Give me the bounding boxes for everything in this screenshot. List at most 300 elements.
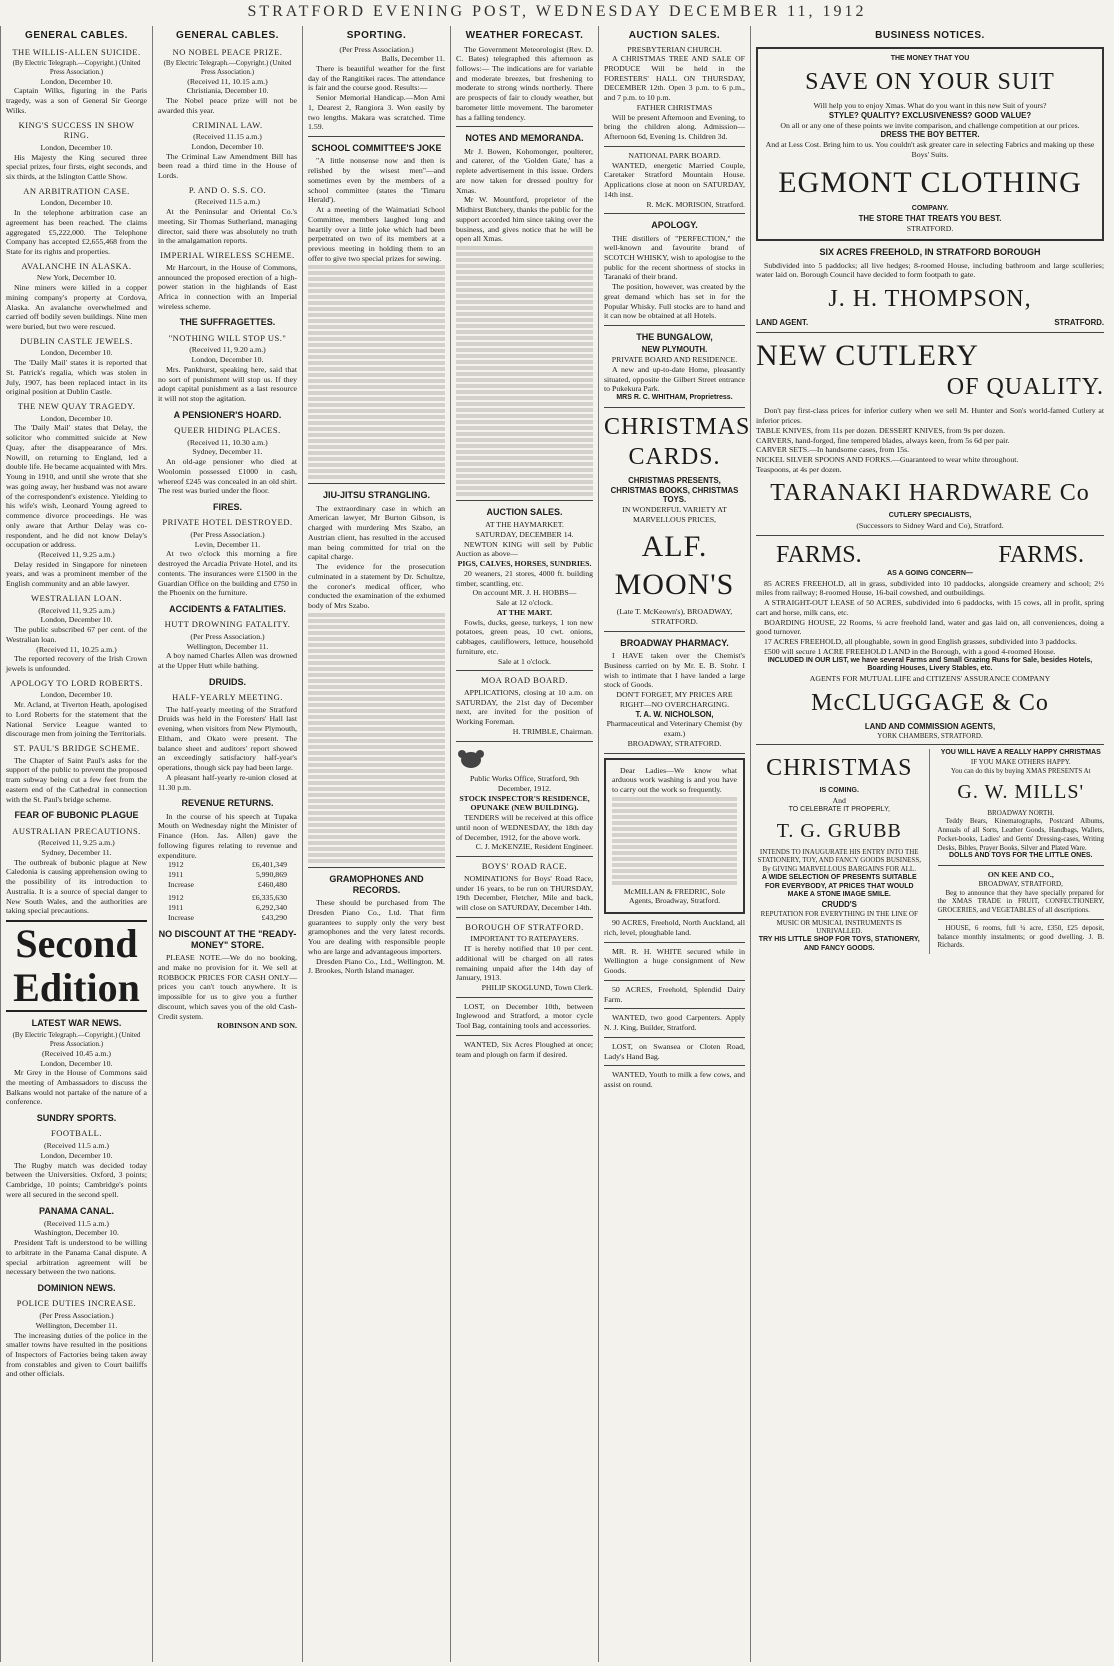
text-line [308,667,445,671]
divider [456,856,593,857]
text-line [308,469,445,473]
story-body: WANTED, Six Acres Ploughed at once; team and plough on farm if desired. [456,1039,593,1059]
section-heading: NOTES AND MEMORANDA. [465,133,584,144]
divider [308,136,445,137]
text-line [308,727,445,731]
ad-body: A WIDE SELECTION OF PRESENTS SUITABLE FOR EVERYBODY, AT PRICES THAT WOULD MAKE A STONE IMAGE SMILE. [761,873,917,899]
ad-name: EGMONT CLOTHING [778,165,1082,199]
text-line [612,863,737,867]
ad-footer [756,318,1104,328]
section-heading: AUCTION SALES. [486,506,563,517]
dateline: London, December 10. [40,690,113,700]
text-line [308,631,445,635]
divider [604,980,745,981]
section-heading: GENERAL CABLES. [176,30,279,41]
text-line [308,775,445,779]
revenue-row [158,870,297,880]
received-line: (Received 11, 9.20 a.m.) [189,345,266,355]
text-line [308,649,445,653]
section-heading: NO DISCOUNT AT THE "READY-MONEY" STORE. [158,928,297,950]
signature: H. TRIMBLE, Chairman. [512,726,593,736]
divider [604,1008,745,1009]
ad-subtitle: AS A GOING CONCERN— [887,569,973,577]
text-line [308,811,445,815]
ad-body: 90 ACRES, Freehold, North Auckland, all rich, level, ploughable land. [604,918,745,937]
text-line [456,318,593,322]
text-line [456,324,593,328]
section-heading: LATEST WAR NEWS. [31,1018,122,1029]
ad-lead: YOU WILL HAVE A REALLY HAPPY CHRISTMAS [940,749,1101,757]
ad-body: DOLLS AND TOYS FOR THE LITTLE ONES. [948,852,1093,860]
story-title: THE NEW QUAY TRAGEDY. [17,401,136,412]
credit: (By Electric Telegraph.—Copyright.) (United Press Association.) [12,59,141,76]
text-line [456,450,593,454]
text-line [308,697,445,701]
text-line [308,451,445,455]
ad-body: And [832,796,846,806]
story-body: 20 weaners, 21 stores, 4000 ft. building timber, scantling, etc. [456,568,593,588]
story-title: AVALANCHE IN ALASKA. [21,260,132,271]
text-line [308,637,445,641]
received-line: (Received 11, 10.25 a.m.) [36,644,117,654]
text-line [456,372,593,376]
section-heading: SUNDRY SPORTS. [36,1113,117,1124]
revenue-amount: 5,990,869 [255,869,287,879]
story-title: FOOTBALL. [50,1128,102,1139]
story-body: LOST, on December 10th, between Inglewood and Stratford, a motor cycle Tool Bag, containing tools and accessories. [456,1001,593,1031]
text-line [612,827,737,831]
divider [456,917,593,918]
story-body: A pleasant half-yearly re-union closed at 11.30 p.m. [158,772,297,792]
revenue-amount: 6,292,340 [255,903,287,913]
text-line [612,845,737,849]
text-line [612,851,737,855]
revenue-amount: £43,290 [261,912,287,922]
text-line [308,361,445,365]
text-line [308,787,445,791]
divider [756,535,1104,536]
text-line [456,336,593,340]
divider [308,483,445,484]
text-line [308,721,445,725]
divider [604,325,745,326]
ad-role: LAND AND COMMISSION AGENTS, [864,721,996,731]
farm-listing: 17 ACRES FREEHOLD, all ploughable, sown in good English grasses, subdivided into 3 paddocks. [764,637,1077,647]
story-body: Nine miners were killed in a copper mining company's property at Cordova, Alaska. An avalanche overwhelmed and carried off bodily seven buildings. Nine men were buried, but two were rescued. [6,283,147,332]
ad-title: NATIONAL PARK BOARD. [628,150,721,160]
ad-address: (Successors to Sidney Ward and Co), Stratford. [856,521,1004,531]
text-line [308,715,445,719]
text-line [308,427,445,431]
credit: (Per Press Association.) [190,631,265,641]
text-line [456,444,593,448]
text-line [308,709,445,713]
story-body: There is beautiful weather for the first day of the Rangitikei races. The attendance is fair and the course good. Results:— [308,63,445,93]
sale-owner: On account MR. J. H. HOBBS— [472,588,577,598]
text-line [308,295,445,299]
divider [604,1037,745,1038]
revenue-row [158,860,297,870]
ad-address: YORK CHAMBERS, STRATFORD. [877,731,983,740]
story-body: These should be purchased from The Dresden Piano Co., Ltd. That firm guarantees to supply only the very best gramophones and the very latest records. You are dealing with responsible people who are large and advantageous importers. [308,898,445,956]
text-line [308,757,445,761]
text-line [456,402,593,406]
story-title: ST. PAUL'S BRIDGE SCHEME. [13,743,140,754]
story-body: The public subscribed 67 per cent. of the Westralian loan. [6,625,147,644]
text-line [456,486,593,490]
ad-town: STRATFORD. [906,223,954,233]
text-line [308,661,445,665]
received-line: (Received 11, 9.25 a.m.) [38,550,115,560]
text-line [308,685,445,689]
story-body: Senior Memorial Handicap.—Mon Ami 1, Dearest 2, Rangiora 3. Won easily by two lengths. Makara was scratched. Time 1.59. [308,93,445,132]
text-line [308,763,445,767]
section-heading: REVENUE RETURNS. [181,798,274,809]
ad-body: Will be present Afternoon and Evening, to bring the children along. Admission—Afternoon 6d, Evening 1s. Children 3d. [604,112,745,142]
cutlery-list [756,426,1104,475]
revenue-year: 1912 [168,893,184,903]
text-line [456,474,593,478]
story-title: PRIVATE HOTEL DESTROYED. [162,517,293,528]
story-title: POLICE DUTIES INCREASE. [16,1298,137,1309]
divider [604,942,745,943]
story-body: Fowls, ducks, geese, turkeys, 1 ton new potatoes, green peas, 10 cwt. onions, cabbages, cauliflowers, lettuce, household furniture, etc. [456,617,593,656]
story-title: "NOTHING WILL STOP US." [168,332,287,343]
text-line [308,619,445,623]
text-line [456,258,593,262]
dateline: London, December 10. [191,355,264,365]
text-line [308,853,445,857]
text-line [308,799,445,803]
ad-body: REPUTATION FOR EVERYTHING IN THE LINE OF MUSIC OR MUSICAL INSTRUMENTS IS UNRIVALLED. [760,909,918,936]
ad-name: T. G. GRUBB [776,819,902,842]
text-line [456,378,593,382]
cutlery-line: TABLE KNIVES, from 11s per dozen. DESSERT KNIVES, from 9s per dozen. [756,425,1006,435]
signature: R. McK. MORISON, Stratford. [646,199,745,209]
section-heading: PANAMA CANAL. [39,1205,114,1216]
text-line [308,769,445,773]
ad-body: WANTED, Youth to milk a few cows, and assist on round. [604,1070,745,1089]
illegible-text-block [308,265,445,479]
dateline: London, December 10. [40,1150,113,1160]
revenue-table [158,860,297,889]
text-line [308,349,445,353]
story-title: BOROUGH OF STRATFORD. [465,921,584,932]
text-line [308,307,445,311]
ad-title: FARMS. [998,541,1084,568]
ad-body: You can do this by buying XMAS PRESENTS At [950,766,1091,775]
ad-role: LAND AGENT. [756,318,809,328]
story-body: "A little nonsense now and then is relished by the wisest men"—and sometimes even by the members of a school committee (states the 'Timaru Herald'). [308,156,445,205]
dateline: Sydney, December 11. [192,447,263,457]
text-line [308,289,445,293]
story-body: The reported recovery of the Irish Crown jewels is unfounded. [6,654,147,673]
text-line [308,331,445,335]
received-line: (Received 11.15 a.m.) [193,132,262,142]
ad-subtitle: IS COMING. [819,787,859,795]
received-line: (Received 11.5 a.m.) [44,1141,109,1151]
sale-date: SATURDAY, DECEMBER 14. [475,529,574,539]
story-body: NOMINATIONS for Boys' Road Race, under 16 years, to be run on THURSDAY, 19th December, Fletcher, Mile and back, will close on SATURDAY, December 14th. [456,873,593,912]
received-line: (Received 11, 10.30 a.m.) [187,437,268,447]
text-line [308,859,445,863]
signature: C. J. McKENZIE, Resident Engineer. [475,842,593,852]
story-title: DUBLIN CASTLE JEWELS. [20,335,133,346]
text-line [308,847,445,851]
text-line [308,277,445,281]
text-line [308,283,445,287]
text-line [612,881,737,885]
text-line [456,480,593,484]
text-line [308,319,445,323]
text-line [308,781,445,785]
text-line [308,457,445,461]
text-line [308,463,445,467]
text-line [308,265,445,269]
ad-body: 50 ACRES, Freehold, Splendid Dairy Farm. [604,984,745,1004]
text-line [308,805,445,809]
section-heading: SCHOOL COMMITTEE'S JOKE [311,143,442,154]
credit: (By Electric Telegraph.—Copyright.) (United Press Association.) [12,1031,141,1049]
ad-title: CHRISTMAS [766,755,913,782]
divider [604,631,745,632]
ad-question: STYLE? QUALITY? EXCLUSIVENESS? GOOD VALUE? [828,110,1032,120]
ad-body: TRY HIS LITTLE SHOP FOR TOYS, STATIONERY, AND FANCY GOODS. [758,936,920,952]
text-line [308,403,445,407]
second-edition-banner: Second Edition [6,920,147,1012]
revenue-amount: £6,401,349 [251,860,287,870]
text-line [308,673,445,677]
ad-body: TO CELEBRATE IT PROPERLY, [788,805,890,813]
text-line [456,492,593,496]
office-line: Public Works Office, Stratford, 9th December, 1912. [469,774,580,793]
revenue-table [158,893,297,922]
text-line [456,270,593,274]
divider [308,867,445,868]
section-heading: WEATHER FORECAST. [465,30,584,41]
ad-subtitle: DRESS THE BOY BETTER. [880,130,980,140]
story-body: NEWTON KING will sell by Public Auction as above— [456,539,593,559]
ad-body: MR. R. H. WHITE secured while in Wellington a huge consignment of New Goods. [604,946,745,976]
divider [604,1065,745,1066]
ad-role: Pharmaceutical and Veterinary Chemist (by exam.) [606,719,743,739]
ad-title: FARMS. [776,541,862,568]
sale-time: Sale at 1 o'clock. [498,656,551,666]
dateline: Balls, December 11. [381,54,445,64]
farm-listing: £500 will secure 1 ACRE FREEHOLD LAND in the Borough, with a good 4-roomed House. [764,646,1056,656]
story-title: AUSTRALIAN PRECAUTIONS. [12,825,141,836]
story-body: IT is hereby notified that 10 per cent. additional will be charged on all rates remaining unpaid after the 14th day of January, 1913. [456,944,593,983]
story-body: Mr W. Mountford, proprietor of the Midhirst Butchery, thanks the public for the support accorded him since taking over the business, and gives notice that he will be open all Xmas. [456,195,593,244]
text-line [308,613,445,617]
grubb-ad [756,749,930,953]
revenue-year: 1911 [168,903,184,913]
section-heading: AUCTION SALES. [628,30,721,41]
masthead: STRATFORD EVENING POST, WEDNESDAY DECEMBER 11, 1912 [247,3,867,20]
text-line [612,869,737,873]
text-line [308,703,445,707]
text-line [456,414,593,418]
ad-body: WANTED, two good Carpenters. Apply N. J. King, Builder, Stratford. [604,1013,745,1033]
text-line [456,468,593,472]
text-line [308,271,445,275]
story-title: BOYS' ROAD RACE. [481,861,568,872]
coat-of-arms-icon [456,748,486,770]
text-line [308,841,445,845]
text-line [308,379,445,383]
story-body: Mrs. Pankhurst, speaking here, said that no sort of punishment will stop us. If they adopt capital punishment as a last resource it will not stop the agitation. [158,364,297,403]
text-line [308,445,445,449]
received-line: (Received 11.5 a.m.) [195,197,260,207]
revenue-year: Increase [168,912,194,922]
story-body: Mr. Acland, at Tiverton Heath, apologised to Lord Roberts for the statement that the National Service League wanted to discourage men from joining the Territorials. [6,700,147,739]
illegible-text-block [456,246,593,496]
ad-name: McCLUGGAGE & Co [811,689,1049,716]
farm-listing: A STRAIGHT-OUT LEASE of 50 ACRES, subdivided into 6 paddocks, with 15 cows, all in profit, spring cart and horse, milk cans, etc. [756,598,1104,617]
dateline: Sydney, December 11. [41,847,112,857]
credit: (Per Press Association.) [190,529,265,539]
text-line [456,288,593,292]
text-line [308,655,445,659]
story-title: THE WILLIS-ALLEN SUICIDE. [12,46,141,57]
cutlery-line: Teaspoons, at 4s per dozen. [756,464,842,474]
story-body: In the course of his speech at Tupaka Mouth on Wednesday night the Minister of Finance (Hon. Jas. Allen) gave the following figures relating to revenue and expenditure. [158,811,297,860]
ad-title: THE BUNGALOW, [636,332,713,343]
text-line [456,408,593,412]
text-line [456,396,593,400]
sale-time: Sale at 12 o'clock. [496,598,553,608]
text-line [456,354,593,358]
story-body: At a meeting of the Waimatiati School Committee, members laughed long and heartily over a little joke which had been perpetrated on two of its members at a previous meeting in holding them to an offer to give two special prizes for sewing. [308,205,445,263]
ad-name: CRUDD'S [821,900,857,910]
story-title: AN ARBITRATION CASE. [23,185,130,196]
ad-address: (Late T. McKeown's), BROADWAY, STRATFORD. [616,607,733,627]
received-line: (Received 11, 9.25 a.m.) [38,605,115,615]
story-body: His Majesty the King secured three special prizes, four firsts, eight seconds, and six thirds, at the Islington Cattle Show. [6,152,147,182]
sale-title: AT THE MART. [496,607,553,617]
text-line [308,691,445,695]
text-line [456,390,593,394]
section-heading: FEAR OF BUBONIC PLAGUE [14,810,139,821]
ad-company: COMPANY. [911,205,949,213]
dateline: Washington, December 10. [34,1228,119,1238]
revenue-amount: £6,335,630 [251,893,287,903]
divider [756,332,1104,333]
dateline: London, December 10. [40,615,113,625]
text-line [308,343,445,347]
ad-body: Beg to announce that they have specially prepared for the XMAS TRADE in FRUIT, CONFECTIONERY, GROCERIES, and VEGETABLES of all descriptions. [937,888,1104,915]
story-title: P. AND O. S.S. CO. [188,184,267,195]
text-line [612,815,737,819]
story-title: QUEER HIDING PLACES. [174,424,281,435]
ad-subtitle: NEW PLYMOUTH. [641,345,708,355]
text-line [308,391,445,395]
credit: (Per Press Association.) [339,44,414,54]
revenue-row [158,913,297,923]
text-line [308,823,445,827]
section-heading: THE SUFFRAGETTES. [179,317,276,328]
dateline: London, December 10. [40,413,113,423]
story-body: Mr Harcourt, in the House of Commons, announced the proposed erection of a high-power station in the highlands of East Africa in connection with an Imperial wireless scheme. [158,262,297,311]
cutlery-line: CARVER SETS.—In handsome cases, from 15s. [756,445,910,455]
text-line [308,835,445,839]
ad-name: ALF. MOON'S [614,530,735,601]
divider [938,919,1105,920]
text-line [308,475,445,479]
story-body: The Chapter of Saint Paul's asks for the support of the public to prevent the proposed tram subway being cut a few feet from the eastern end of the Cathedral in connection with the St. Paul's bridge scheme. [6,755,147,804]
story-body: APPLICATIONS, closing at 10 a.m. on SATURDAY, the 21st day of December next, are invited for the position of Working Foreman. [456,687,593,727]
divider [456,741,593,742]
dateline: Wellington, December 11. [35,1320,118,1330]
story-title: MOA ROAD BOARD. [480,675,569,686]
egmont-clothing-ad [756,47,1104,242]
ad-title: BROADWAY PHARMACY. [620,637,729,648]
story-body: President Taft is understood to be willing to arbitrate in the Panama Canal dispute. A special arbitration agreement will be necessary between the two nations. [6,1238,147,1277]
divider [456,500,593,501]
ad-name: T. A. W. NICHOLSON, [635,709,714,719]
story-body: Dresden Piano Co., Ltd., Wellington. M. J. Brookes, North Island manager. [308,956,445,976]
dateline: New York, December 10. [36,273,117,283]
credit: (By Electric Telegraph.—Copyright.) (United Press Association.) [163,59,292,76]
ad-body: INCLUDED IN OUR LIST, we have several Farms and Small Grazing Runs for Sale, besides Hotels, Boarding Houses, Livery Stables, etc. [767,656,1093,673]
story-title: HUTT DROWNING FATALITY. [164,619,291,630]
ad-subtitle: OF QUALITY. [946,374,1104,401]
text-line [456,420,593,424]
section-heading: DRUIDS. [208,676,246,687]
section-heading: FIRES. [212,502,242,513]
ad-name: ON KEE AND CO., [987,870,1054,880]
text-line [456,360,593,364]
ad-body: Don't pay first-class prices for inferior cutlery when we sell M. Hunter and Son's world-famed Cutlery at inferior prices. [756,406,1104,426]
ad-agents: AGENTS FOR MUTUAL LIFE and CITIZENS' ASSURANCE COMPANY [809,674,1051,684]
ad-body: A new and up-to-date Home, pleasantly situated, opposite the Gilbert Street entrance to Pukekura Park. [604,364,745,394]
ad-body: On all or any one of these points we invite comparison, and challenge competition at our prices. [780,120,1080,130]
ad-title: CHRISTMAS CARDS. [604,413,750,470]
farm-listing: 85 ACRES FREEHOLD, all in grass, subdivided into 10 paddocks, alongside creamery and school; 2½ miles from railway; 8-roomed House, 16-bail cowshed, and outbuildings. [756,578,1104,598]
ad-town: STRATFORD. [1054,318,1104,328]
text-line [456,276,593,280]
ad-address: BROADWAY NORTH. [987,808,1055,817]
story-title: KING'S SUCCESS IN SHOW RING. [18,119,135,141]
story-body: PLEASE NOTE.—We do no booking, and make no provision for it. We sell at ROBBOCK PRICES FOR CASH ONLY—prices you can't touch anywhere. It is impossible for us to give you a further discount, which saves you of the old Cash-Credit system. [158,953,297,1021]
dateline: London, December 10. [40,76,113,86]
dateline: Christiania, December 10. [186,86,269,96]
ad-name: G. W. MILLS' [957,780,1085,803]
ad-title: NEW CUTLERY [756,338,979,372]
ad-title: PRESBYTERIAN CHURCH. [627,44,722,54]
ad-title: SIX ACRES FREEHOLD, IN STRATFORD BOROUGH [819,247,1041,258]
story-body: At the Peninsular and Oriental Co.'s meeting, Sir Thomas Sutherland, managing director, said there was absolutely no truth in the amalgamation reports. [158,207,297,246]
dateline: London, December 10. [40,142,113,152]
text-line [612,875,737,879]
story-body: The half-yearly meeting of the Stratford Druids was held in the Foresters' Hall last evening, when visitors from New Plymouth, Eltham, and Okato were present. The balance sheet and auditors' report showed an exceedingly satisfactory half-year's operations, though sick pay had been large. [158,704,297,773]
text-line [612,803,737,807]
text-line [308,829,445,833]
text-line [308,733,445,737]
story-title: IMPERIAL WIRELESS SCHEME. [160,250,295,261]
text-line [612,833,737,837]
cutlery-line: CARVERS, hand-forged, fine tempered blades, always keen, from 5s 6d per pair. [756,435,1010,445]
signature: McMILLAN & FREDRIC, Sole Agents, Broadway, Stratford. [623,886,726,906]
text-line [456,282,593,286]
revenue-row [158,893,297,903]
column-3 [302,26,450,1662]
credit: (Per Press Association.) [39,1311,114,1321]
received-line: (Received 10.45 a.m.) [41,1048,112,1058]
ad-body: Subdivided into 5 paddocks; all live hedges; 8-roomed House, including bathroom and large sculleries; water laid on. Borough Council have decided to form footpath to gate. [756,260,1104,280]
farms-header [756,540,1104,570]
story-body: The 'Daily Mail' states it is reported that St. Patrick's regalia, which was stolen in July, 1907, has been replaced intact in its original position at Dublin Castle. [6,358,147,397]
